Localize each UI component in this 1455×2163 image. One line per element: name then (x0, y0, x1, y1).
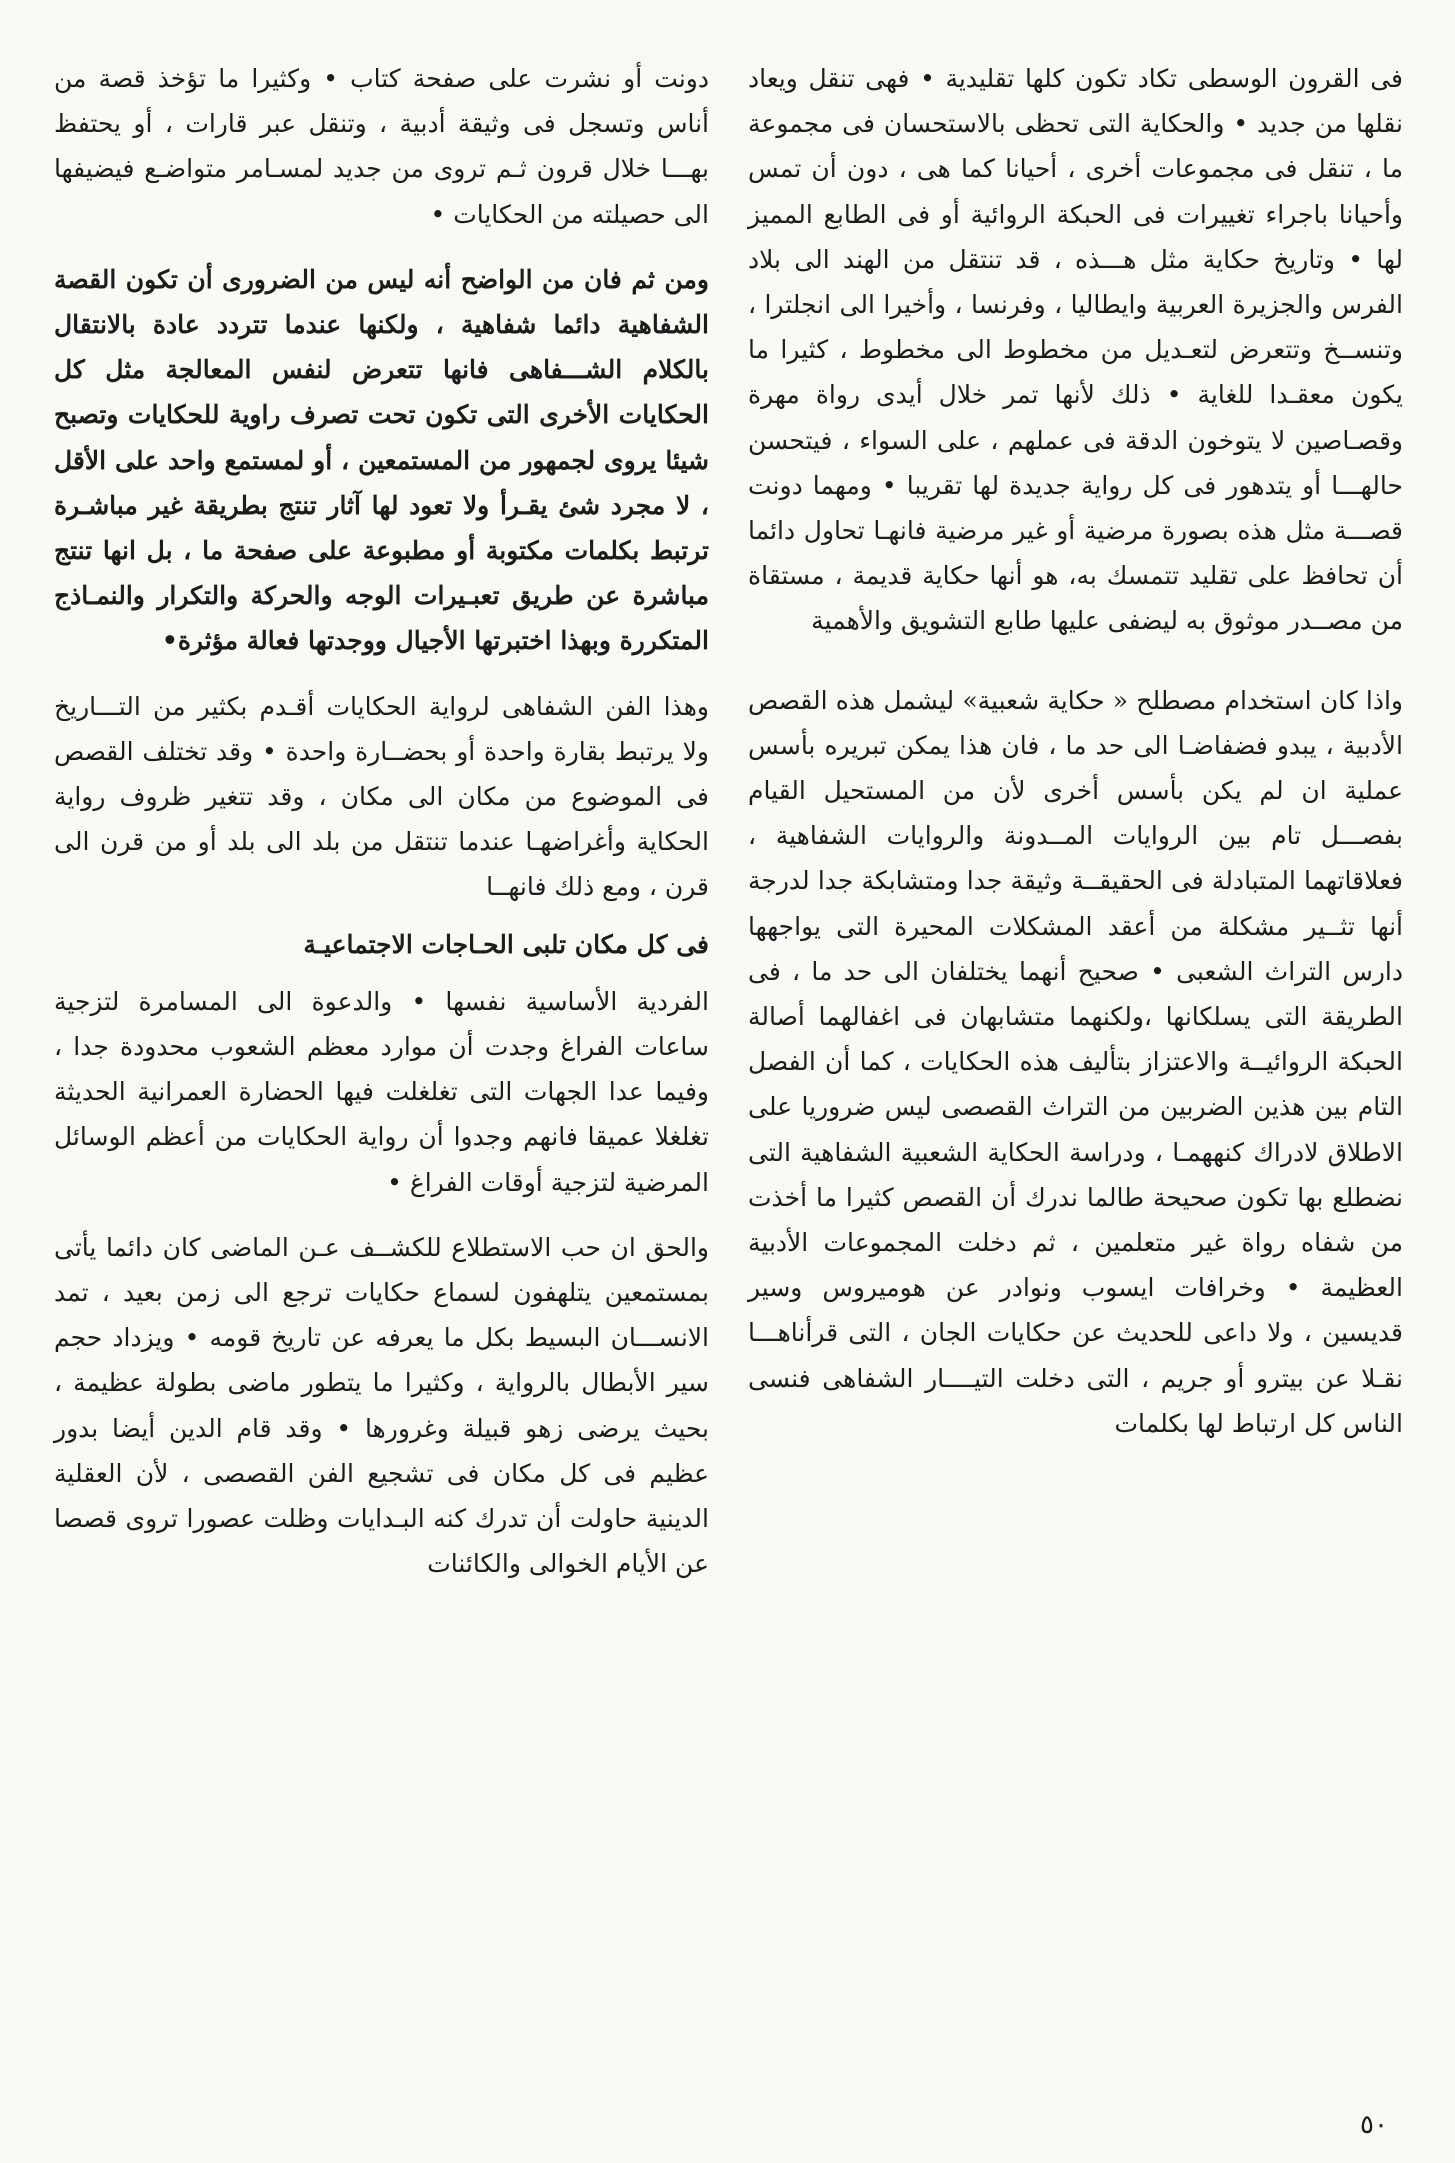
paragraph: واذا كان استخدام مصطلح « حكاية شعبية» ليشمل هذه القصص الأدبية ، يبدو فضفاضـا الى حد ما ، فان هذا يمكن تبريره بأسس عملية ان لم يكن بأسس أخرى لأن من المستحيل القيام بفصـــل تام بين الروايات المــدونة والروايات الشفاهية ، فعلاقاتهما المتبادلة فى الحقيقــة وثيقة جدا ومتشابكة جدا لدرجة أنها تثــير مشكلة من أعقد المشكلات المحيرة التى يواجهها دارس التراث الشعبى • صحيح أنهما يختلفان الى حد ما ، فى الطريقة التى يسلكانها ،ولكنهما متشابهان فى اغفالهما أصالة الحبكة الروائيــة والاعتزاز بتأليف هذه الحكايات ، كما أن الفصل التام بين هذين الضربين من التراث القصصى ليس ضروريا على الاطلاق لادراك كنههمـا ، ودراسة الحكاية الشعبية الشفاهية التى نضطلع بها تكون صحيحة طالما ندرك أن القصص كثيرا ما أخذت من شفاه رواة غير متعلمين ، ثم دخلت المجموعات الأدبية العظيمة • وخرافات ايسوب ونوادر عن هوميروس وسير قديسين ، ولا داعى للحديث عن حكايات الجان ، التى قرأناهـــا نقـلا عن بيترو أو جريم ، التى دخلت التيــــار الشفاهى فنسى الناس كل ارتباط لها بكلمات (748, 685, 1403, 1438)
bold-paragraph: ومن ثم فان من الواضح أنه ليس من الضرورى أن تكون القصة الشفاهية دائما شفاهية ، ولكنها عندما تتردد عادة بالانتقال بالكلام الشـــفاهى فانها تتعرض لنفس المعالجة مثل كل الحكايات الأخرى التى تكون تحت تصرف راوية للحكايات وتصبح شيئا يروى لجمهور من المستمعين ، أو لمستمع واحد على الأقل ، لا مجرد شئ يقـرأ ولا تعود لها آثار تنتج بطريقة غير مباشـرة ترتبط بكلمات مكتوبة أو مطبوعة على صفحة ما ، بل انها تنتج مباشرة عن طريق تعبـيرات الوجه والحركة والتكرار والنمـاذج المتكررة وبهذا اختبرتها الأجيال ووجدتها فعالة مؤثرة• (54, 264, 709, 656)
paragraph: الفردية الأساسية نفسها • والدعوة الى المسامرة لتزجية ساعات الفراغ وجدت أن موارد معظم الشعوب محدودة جدا ، وفيما عدا الجهات التى تغلغلت فيها الحضارة العمرانية الحديثة تغلغلا عميقا فانهم وجدوا أن رواية الحكايات من أعظم الوسائل المرضية لتزجية أوقات الفراغ • (54, 986, 709, 1197)
paragraph: والحق ان حب الاستطلاع للكشــف عـن الماضى كان دائما يأتى بمستمعين يتلهفون لسماع حكايات ترجع الى زمن بعيد ، تمد الانســـان البسيط بكل ما يعرفه عن تاريخ قومه • ويزداد حجم سير الأبطال بالرواية ، وكثيرا ما يتطور ماضى بطولة عظيمة ، بحيث يرضى زهو قبيلة وغرورها • وقد قام الدين أيضا بدور عظيم فى كل مكان فى تشجيع الفن القصصى ، لأن العقلية الدينية حاولت أن تدرك كنه البـدايات وظلت عصورا تروى قصصا عن الأيام الخوالى والكائنات (54, 1232, 709, 1579)
paragraph-gap (748, 664, 1403, 678)
left-text-column (54, 56, 709, 1607)
page-number: ٥٠ (1360, 2110, 1388, 2140)
bold-line: فى كل مكان تلبى الحـاجات الاجتماعيـة (303, 929, 709, 959)
right-text-column (748, 56, 1403, 1466)
paragraph: دونت أو نشرت على صفحة كتاب • وكثيرا ما تؤخذ قصة من أناس وتسجل فى وثيقة أدبية ، وتنقل عبر قارات ، أو يحتفظ بهـــا خلال قرون ثـم تروى من جديد لمسـامر متواضـع فيضيفها الى حصيلته من الحكايات • (54, 64, 709, 229)
paragraph: فى القرون الوسطى تكاد تكون كلها تقليدية • فهى تنقل ويعاد نقلها من جديد • والحكاية التى تحظى بالاستحسان فى مجموعة ما ، تنقل فى مجموعات أخرى ، أحيانا كما هى ، دون أن تمس وأحيانا باجراء تغييرات فى الحبكة الروائية أو فى الطابع المميز لها • وتاريخ حكاية مثل هـــذه ، قد تنتقل من الهند الى بلاد الفرس والجزيرة العربية وايطاليا ، وفرنسا ، وأخيرا الى انجلترا ، وتنســخ وتتعرض لتعـديل من مخطوط الى مخطوط ، كثيرا ما يكون معقـدا للغاية • ذلك لأنها تمر خلال أيدى رواة مهرة وقصـاصين لا يتوخون الدقة فى عملهم ، على السواء ، فيتحسن حالهـــا أو يتدهور فى كل رواية جديدة لها تقريبا • ومهما دونت قصـــة مثل هذه بصورة مرضية أو غير مرضية فانهـا تحاول دائما أن تحافظ على تقليد تتمسك به، هو أنها حكاية قديمة ، مستقاة من مصــدر موثوق به ليضفى عليها طابع التشويق والأهمية (748, 64, 1403, 636)
paragraph: وهذا الفن الشفاهى لرواية الحكايات أقـدم بكثير من التـــاريخ ولا يرتبط بقارة واحدة أو بحضــارة واحدة • وقد تختلف القصص فى الموضوع من مكان الى مكان ، وقد تتغير ظروف رواية الحكاية وأغراضهـا عندما تنتقل من بلد الى بلد أو من قرن الى قرن ، ومع ذلك فانهــا (54, 691, 709, 902)
